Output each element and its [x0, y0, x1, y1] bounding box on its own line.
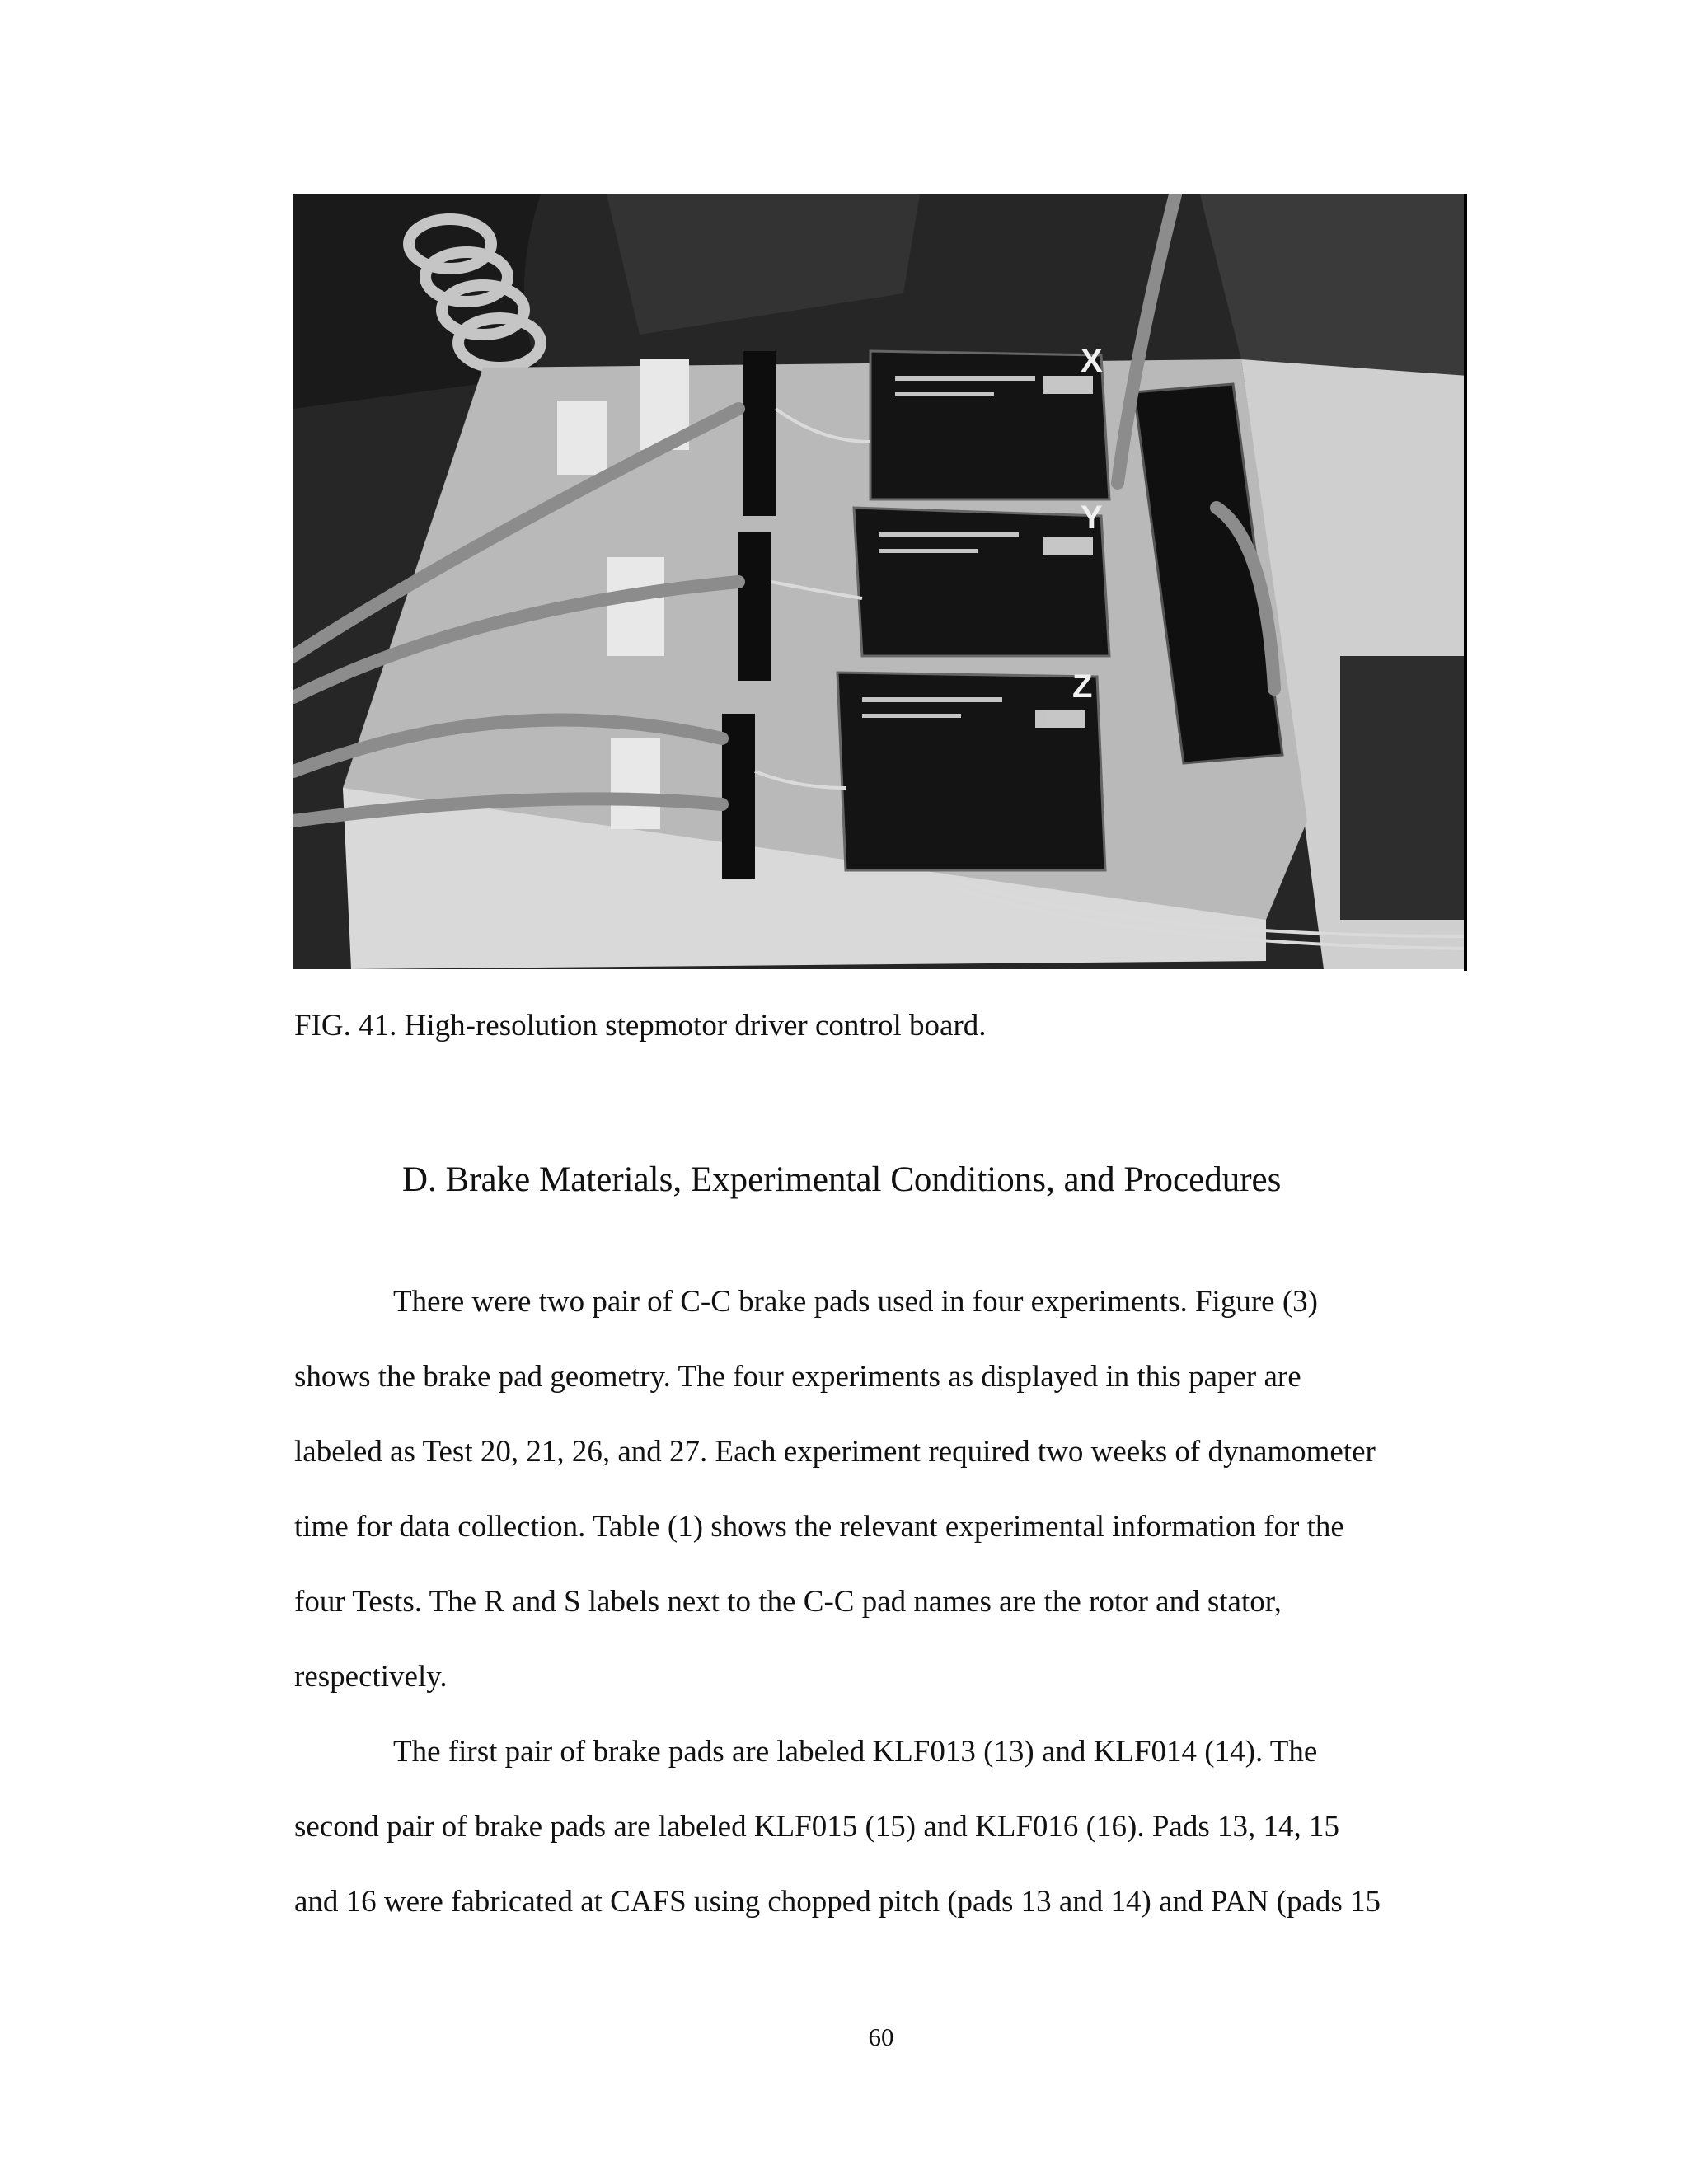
- text-line: The first pair of brake pads are labeled KLF013 (13) and KLF014 (14). The: [393, 1735, 1318, 1769]
- text-line: shows the brake pad geometry. The four experiments as displayed in this paper are: [294, 1360, 1301, 1394]
- text-line: four Tests. The R and S labels next to the C-C pad names are the rotor and stator,: [294, 1585, 1282, 1619]
- board-label-z: Z: [1072, 668, 1093, 705]
- text-line: labeled as Test 20, 21, 26, and 27. Each experiment required two weeks of dynamometer: [294, 1435, 1376, 1469]
- board-label-x: X: [1081, 343, 1103, 379]
- page-number: 60: [868, 2022, 894, 2051]
- text-line: respectively.: [294, 1660, 448, 1694]
- stepmotor-driver-board-photo: [293, 194, 1467, 969]
- text-line: and 16 were fabricated at CAFS using chopped pitch (pads 13 and 14) and PAN (pads 15: [294, 1885, 1381, 1919]
- photo-border: [1464, 194, 1467, 971]
- board-label-y: Y: [1081, 499, 1103, 536]
- body-text: [294, 1282, 1465, 1957]
- text-line: There were two pair of C-C brake pads used in four experiments. Figure (3): [393, 1285, 1318, 1319]
- text-line: time for data collection. Table (1) shows the relevant experimental information for the: [294, 1510, 1344, 1544]
- figure-caption: FIG. 41. High-resolution stepmotor driver control board.: [294, 1009, 987, 1043]
- section-heading: D. Brake Materials, Experimental Conditions, and Procedures: [402, 1160, 1282, 1199]
- text-line: second pair of brake pads are labeled KLF015 (15) and KLF016 (16). Pads 13, 14, 15: [294, 1810, 1339, 1844]
